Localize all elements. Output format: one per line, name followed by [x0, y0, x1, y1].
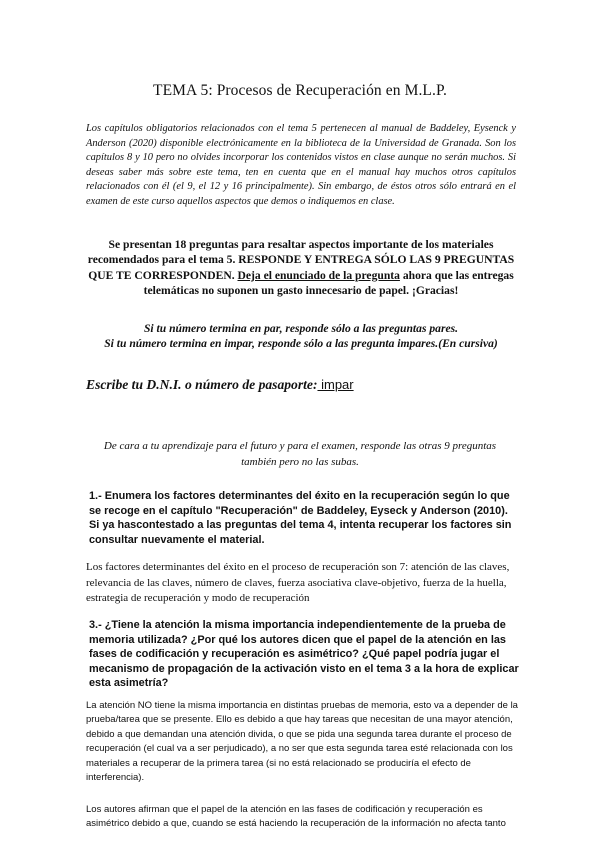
parity-instructions: [86, 321, 516, 352]
dni-answer[interactable]: impar: [317, 377, 354, 392]
instructions-text-end: ahora que las entregas telemáticas no suponen un gasto innecesario de papel. ¡Gracias!: [143, 268, 514, 297]
instructions-block: [86, 237, 516, 298]
question-1: 1.- Enumera los factores determinantes del éxito en la recuperación según lo que se recoge en el capítulo "Recuperación" de Baddeley, Eyseck y Anderson (2010). Si ya hascontestado a las preguntas del tema 4, intenta recuperar los factores sin consultar nuevamente el material.: [89, 490, 512, 546]
dni-label: Escribe tu D.N.I. o número de pasaporte:: [86, 377, 318, 392]
answer-3-paragraph-1: La atención NO tiene la misma importancia en distintas pruebas de memoria, esto va a depender de la prueba/tarea que se presente. Ello es debido a que hay tareas que necesitan de una mayor atención, debido a que demandan una atención divida, o que se pida una segunda tarea durante el proceso de recuperación (el cual va a ser perjudicado), a no ser que esta segunda tarea esté relacionada con los materiales a recuperar de la primera tarea (si no está relacionado se produciría el efecto de interferencia).: [86, 700, 518, 784]
parity-odd: Si tu número termina en impar, responde sólo a las pregunta impares.(En cursiva): [104, 337, 498, 351]
instructions-text: Se presentan 18 preguntas para resaltar aspectos importante de los materiales recomendados para el tema 5. RESPONDE Y ENTREGA SÓLO LAS 9 PREGUNTAS QUE TE CORRESPONDEN.: [87, 238, 515, 282]
intro-paragraph: Los capítulos obligatorios relacionados con el tema 5 pertenecen al manual de Baddeley, Eysenck y Anderson (2020) disponible electrónicamente en la biblioteca de la Universidad de Granada. Son los capítulos 8 y 10 pero no olvides incorporar los contenidos vistos en clase aunque no serán muchos. Si deseas saber más sobre este tema, ten en cuenta que en el manual hay muchos otros capítulos relacionados con él (el 9, el 12 y 16 principalmente). Sin embargo, de éstos otros sólo entrará en el examen de este curso aquellos aspectos que demos o indiquemos en clase.: [86, 123, 516, 207]
question-3: 3.- ¿Tiene la atención la misma importancia independientemente de la prueba de memoria utilizada? ¿Por qué los autores dicen que el papel de la atención en las fases de codificación y recuperación es asimétrico? ¿Qué papel podría jugar el mecanismo de propagación de la activación visto en el tema 3 a la hora de explicar esta asimetría?: [89, 619, 519, 690]
future-note: De cara a tu aprendizaje para el futuro y para el examen, responde las otras 9 preguntas también pero no las subas.: [103, 440, 497, 468]
instructions-underlined: Deja el enunciado de la pregunta: [237, 268, 400, 282]
page-title: TEMA 5: Procesos de Recuperación en M.L.P.: [153, 82, 447, 99]
dni-line: [86, 377, 516, 393]
parity-even: Si tu número termina en par, responde sólo a las preguntas pares.: [143, 322, 459, 335]
answer-1: Los factores determinantes del éxito en el proceso de recuperación son 7: atención de las claves, relevancia de las claves, número de claves, fuerza asociativa clave-objetivo, fuerza de la huella, estrategia de recuperación y modo de recuperación: [86, 561, 510, 604]
answer-3-paragraph-2: Los autores afirman que el papel de la atención en las fases de codificación y recuperación es asimétrico debido a que, cuando se está haciendo la recuperación de la información no afecta tanto: [86, 804, 506, 830]
